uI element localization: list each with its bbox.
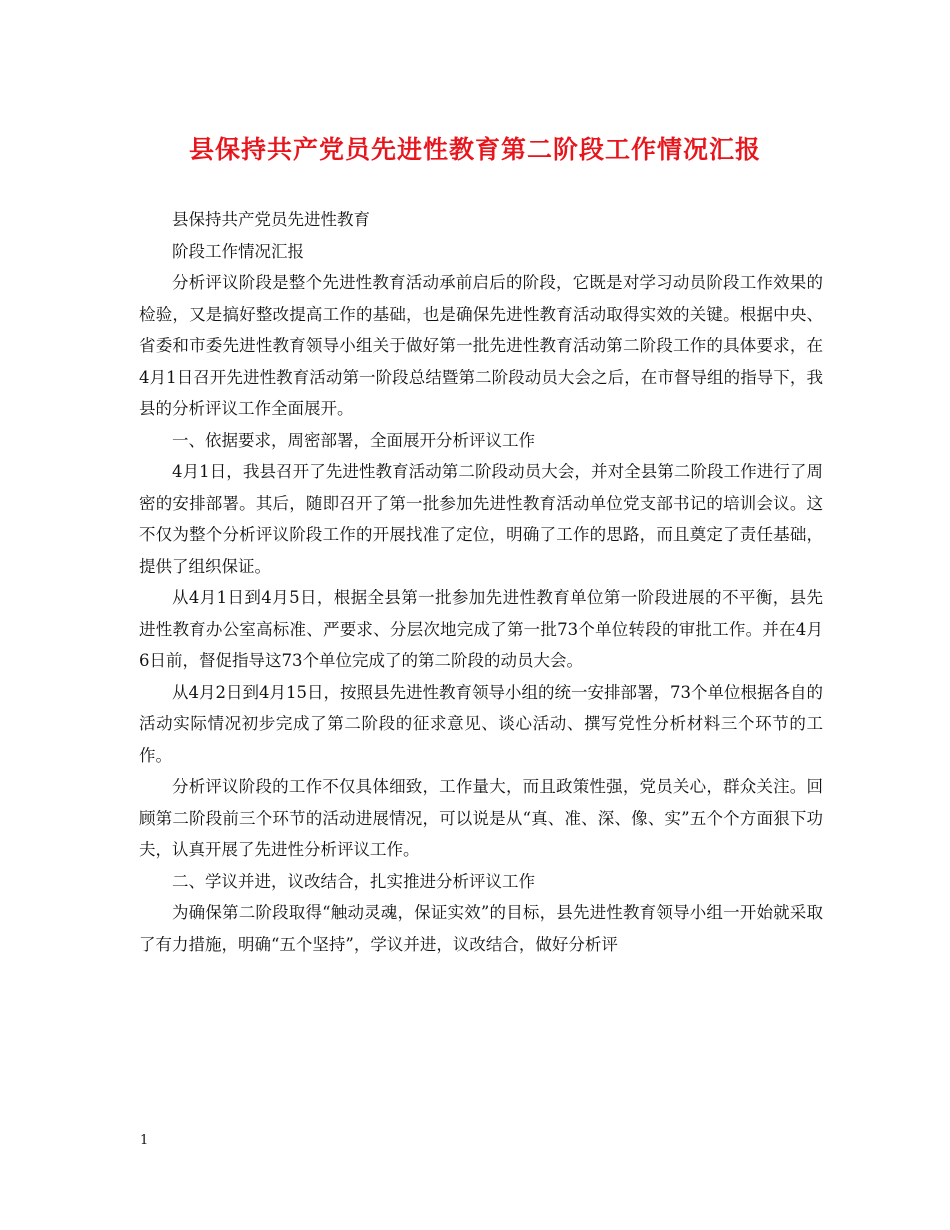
subtitle-line-1: 县保持共产党员先进性教育: [172, 210, 370, 229]
subtitle-line-2: 阶段工作情况汇报: [172, 241, 304, 261]
paragraph-intro: 分析评议阶段是整个先进性教育活动承前启后的阶段，它既是对学习动员阶段工作效果的检验，又是搞好整改提高工作的基础，也是确保先进性教育活动取得实效的关键。根据中央、省委和市委先进性教育领导小组关于做好第一批先进性教育活动第二阶段工作的具体要求，在4月1日召开先进性教育活动第一阶段总结暨第二阶段动员大会之后，在市督导组的指导下，我县的分析评议工作全面展开。: [139, 273, 823, 418]
paragraph: 为确保第二阶段取得“触动灵魂，保证实效”的目标，县先进性教育领导小组一开始就采取了有力措施，明确“五个坚持”，学议并进，议改结合，做好分析评: [139, 903, 823, 954]
document-title: 县保持共产党员先进性教育第二阶段工作情况汇报: [188, 135, 761, 164]
paragraph: 4月1日，我县召开了先进性教育活动第二阶段动员大会，并对全县第二阶段工作进行了周密的安排部署。其后，随即召开了第一批参加先进性教育活动单位党支部书记的培训会议。这不仅为整个分析评议阶段工作的开展找准了定位，明确了工作的思路，而且奠定了责任基础，提供了组织保证。: [139, 462, 823, 576]
section-heading-1: 一、依据要求，周密部署，全面展开分析评议工作: [172, 430, 535, 450]
page-number: 1: [140, 1133, 149, 1148]
paragraph: 分析评议阶段的工作不仅具体细致，工作量大，而且政策性强，党员关心，群众关注。回顾第二阶段前三个环节的活动进展情况，可以说是从“真、准、深、像、实”五个个方面狠下功夫，认真开展了先进性分析评议工作。: [139, 777, 823, 859]
document-body: [139, 204, 823, 960]
section-heading-2: 二、学议并进，议改结合，扎实推进分析评议工作: [172, 871, 535, 891]
paragraph: 从4月2日到4月15日，按照县先进性教育领导小组的统一安排部署，73个单位根据各自的活动实际情况初步完成了第二阶段的征求意见、谈心活动、撰写党性分析材料三个环节的工作。: [139, 682, 823, 765]
paragraph: 从4月1日到4月5日，根据全县第一批参加先进性教育单位第一阶段进展的不平衡，县先进性教育办公室高标准、严要求、分层次地完成了第一批73个单位转段的审批工作。并在4月6日前，督促指导这73个单位完成了的第二阶段的动员大会。: [139, 588, 823, 670]
